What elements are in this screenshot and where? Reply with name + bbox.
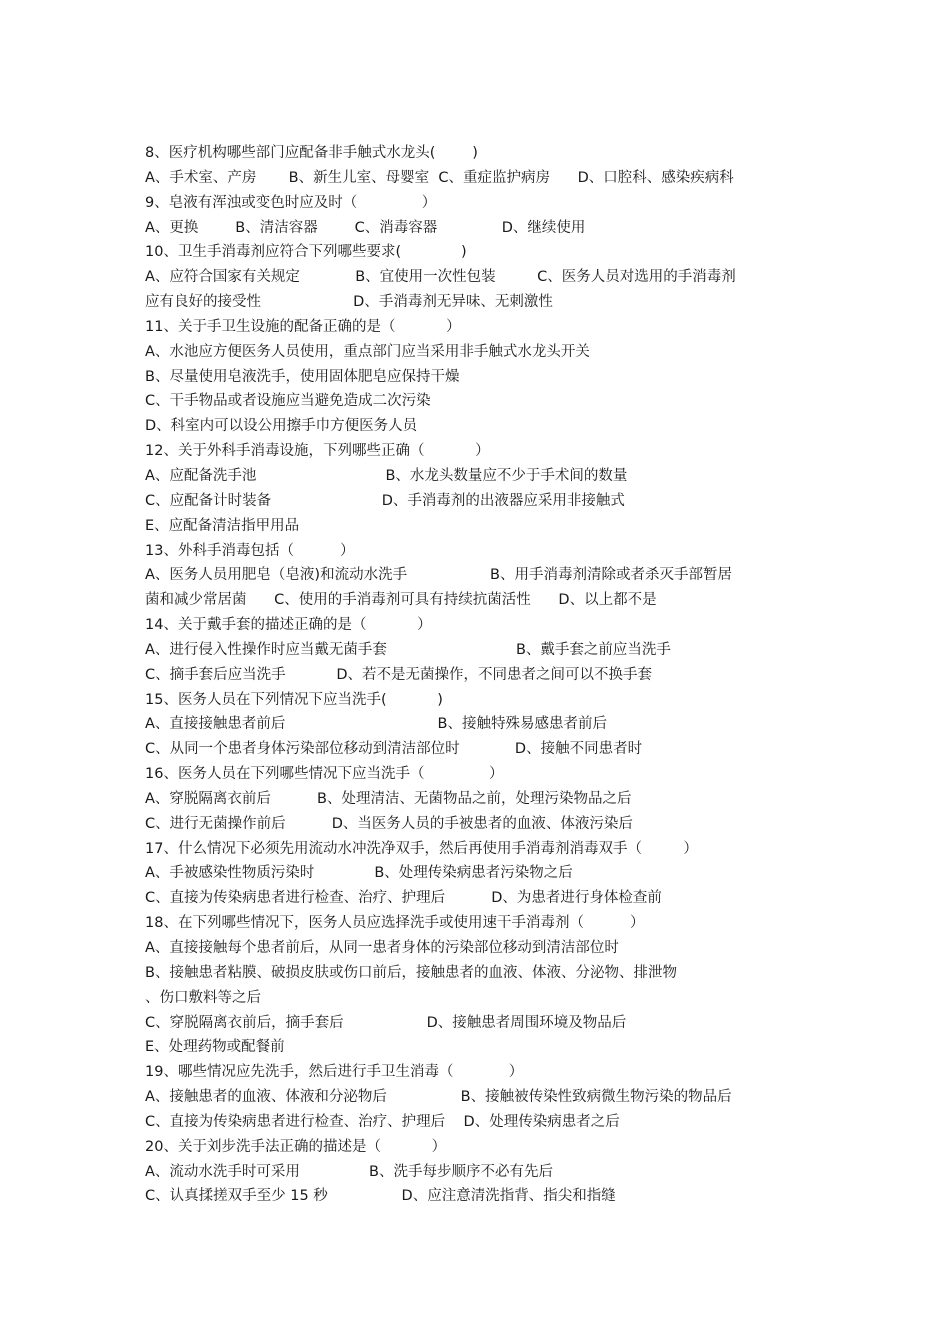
question-19-stem: 19、哪些情况应先洗手，然后进行手卫生消毒（ ） xyxy=(145,1064,524,1081)
question-17-stem: 17、什么情况下必须先用流动水冲洗净双手，然后再使用手消毒剂消毒双手（ ） xyxy=(145,840,698,857)
question-15-stem: 15、医务人员在下列情况下应当洗手( ) xyxy=(145,691,443,708)
question-12-option-e: E、应配备清洁指甲用品 xyxy=(145,517,300,534)
question-13-options-line-2: 菌和减少常居菌 C、使用的手消毒剂可具有持续抗菌活性 D、以上都不是 xyxy=(145,592,657,609)
question-17-options-cd: C、直接为传染病患者进行检查、治疗、护理后 D、为患者进行身体检查前 xyxy=(145,890,662,907)
question-9-options: A、更换 B、清洁容器 C、消毒容器 D、继续使用 xyxy=(145,219,586,236)
question-8-stem: 8、医疗机构哪些部门应配备非手触式水龙头( ) xyxy=(145,145,478,161)
question-18-options-cd: C、穿脱隔离衣前后，摘手套后 D、接触患者周围环境及物品后 xyxy=(145,1014,627,1031)
question-13-options-line-1: A、医务人员用肥皂（皂液)和流动水洗手 B、用手消毒剂清除或者杀灭手部暂居 xyxy=(145,567,732,584)
question-13-stem: 13、外科手消毒包括（ ） xyxy=(145,542,355,559)
question-9-stem: 9、皂液有浑浊或变色时应及时（ ） xyxy=(145,194,437,211)
question-20-options-ab: A、流动水洗手时可采用 B、洗手每步顺序不必有先后 xyxy=(145,1163,554,1180)
question-11-option-a: A、水池应方便医务人员使用，重点部门应当采用非手触式水龙头开关 xyxy=(145,343,590,360)
question-18-option-e: E、处理药物或配餐前 xyxy=(145,1039,285,1056)
question-20-stem: 20、关于刘步洗手法正确的描述是（ ） xyxy=(145,1138,447,1155)
question-14-stem: 14、关于戴手套的描述正确的是（ ） xyxy=(145,617,432,634)
question-11-option-d: D、科室内可以设公用擦手巾方便医务人员 xyxy=(145,418,418,435)
question-10-options-line-1: A、应符合国家有关规定 B、宜使用一次性包装 C、医务人员对选用的手消毒剂 xyxy=(145,269,736,286)
question-20-options-cd: C、认真揉搓双手至少 15 秒 D、应注意清洗指背、指尖和指缝 xyxy=(145,1188,616,1205)
question-11-stem: 11、关于手卫生设施的配备正确的是（ ） xyxy=(145,318,461,335)
question-16-options-ab: A、穿脱隔离衣前后 B、处理清洁、无菌物品之前，处理污染物品之后 xyxy=(145,790,632,807)
question-16-options-cd: C、进行无菌操作前后 D、当医务人员的手被患者的血液、体液污染后 xyxy=(145,815,633,832)
question-11-option-c: C、干手物品或者设施应当避免造成二次污染 xyxy=(145,393,431,410)
question-18-option-b-continued: 、伤口敷料等之后 xyxy=(145,989,261,1006)
question-11-option-b: B、尽量使用皂液洗手，使用固体肥皂应保持干燥 xyxy=(145,368,460,385)
question-19-options-cd: C、直接为传染病患者进行检查、治疗、护理后 D、处理传染病患者之后 xyxy=(145,1113,620,1130)
question-10-options-line-2: 应有良好的接受性 D、手消毒剂无异味、无刺激性 xyxy=(145,294,553,311)
question-17-options-ab: A、手被感染性物质污染时 B、处理传染病患者污染物之后 xyxy=(145,865,573,882)
question-18-stem: 18、在下列哪些情况下，医务人员应选择洗手或使用速干手消毒剂（ ） xyxy=(145,915,645,932)
question-14-options-ab: A、进行侵入性操作时应当戴无菌手套 B、戴手套之前应当洗手 xyxy=(145,641,671,658)
question-10-stem: 10、卫生手消毒剂应符合下列哪些要求( ) xyxy=(145,244,467,261)
question-15-options-cd: C、从同一个患者身体污染部位移动到清洁部位时 D、接触不同患者时 xyxy=(145,741,643,758)
question-12-options-cd: C、应配备计时装备 D、手消毒剂的出液器应采用非接触式 xyxy=(145,492,625,509)
document-body xyxy=(145,141,825,1209)
question-16-stem: 16、医务人员在下列哪些情况下应当洗手（ ） xyxy=(145,766,504,783)
question-12-options-ab: A、应配备洗手池 B、水龙头数量应不少于手术间的数量 xyxy=(145,467,628,484)
question-18-option-b: B、接触患者粘膜、破损皮肤或伤口前后，接触患者的血液、体液、分泌物、排泄物 xyxy=(145,964,677,981)
question-15-options-ab: A、直接接触患者前后 B、接触特殊易感患者前后 xyxy=(145,716,607,733)
question-8-options: A、手术室、产房 B、新生儿室、母婴室 C、重症监护病房 D、口腔科、感染疾病科 xyxy=(145,169,734,186)
question-18-option-a: A、直接接触每个患者前后，从同一患者身体的污染部位移动到清洁部位时 xyxy=(145,940,619,956)
question-14-options-cd: C、摘手套后应当洗手 D、若不是无菌操作，不同患者之间可以不换手套 xyxy=(145,666,652,683)
question-12-stem: 12、关于外科手消毒设施，下列哪些正确（ ） xyxy=(145,443,490,460)
question-19-options-ab: A、接触患者的血液、体液和分泌物后 B、接触被传染性致病微生物污染的物品后 xyxy=(145,1089,732,1106)
